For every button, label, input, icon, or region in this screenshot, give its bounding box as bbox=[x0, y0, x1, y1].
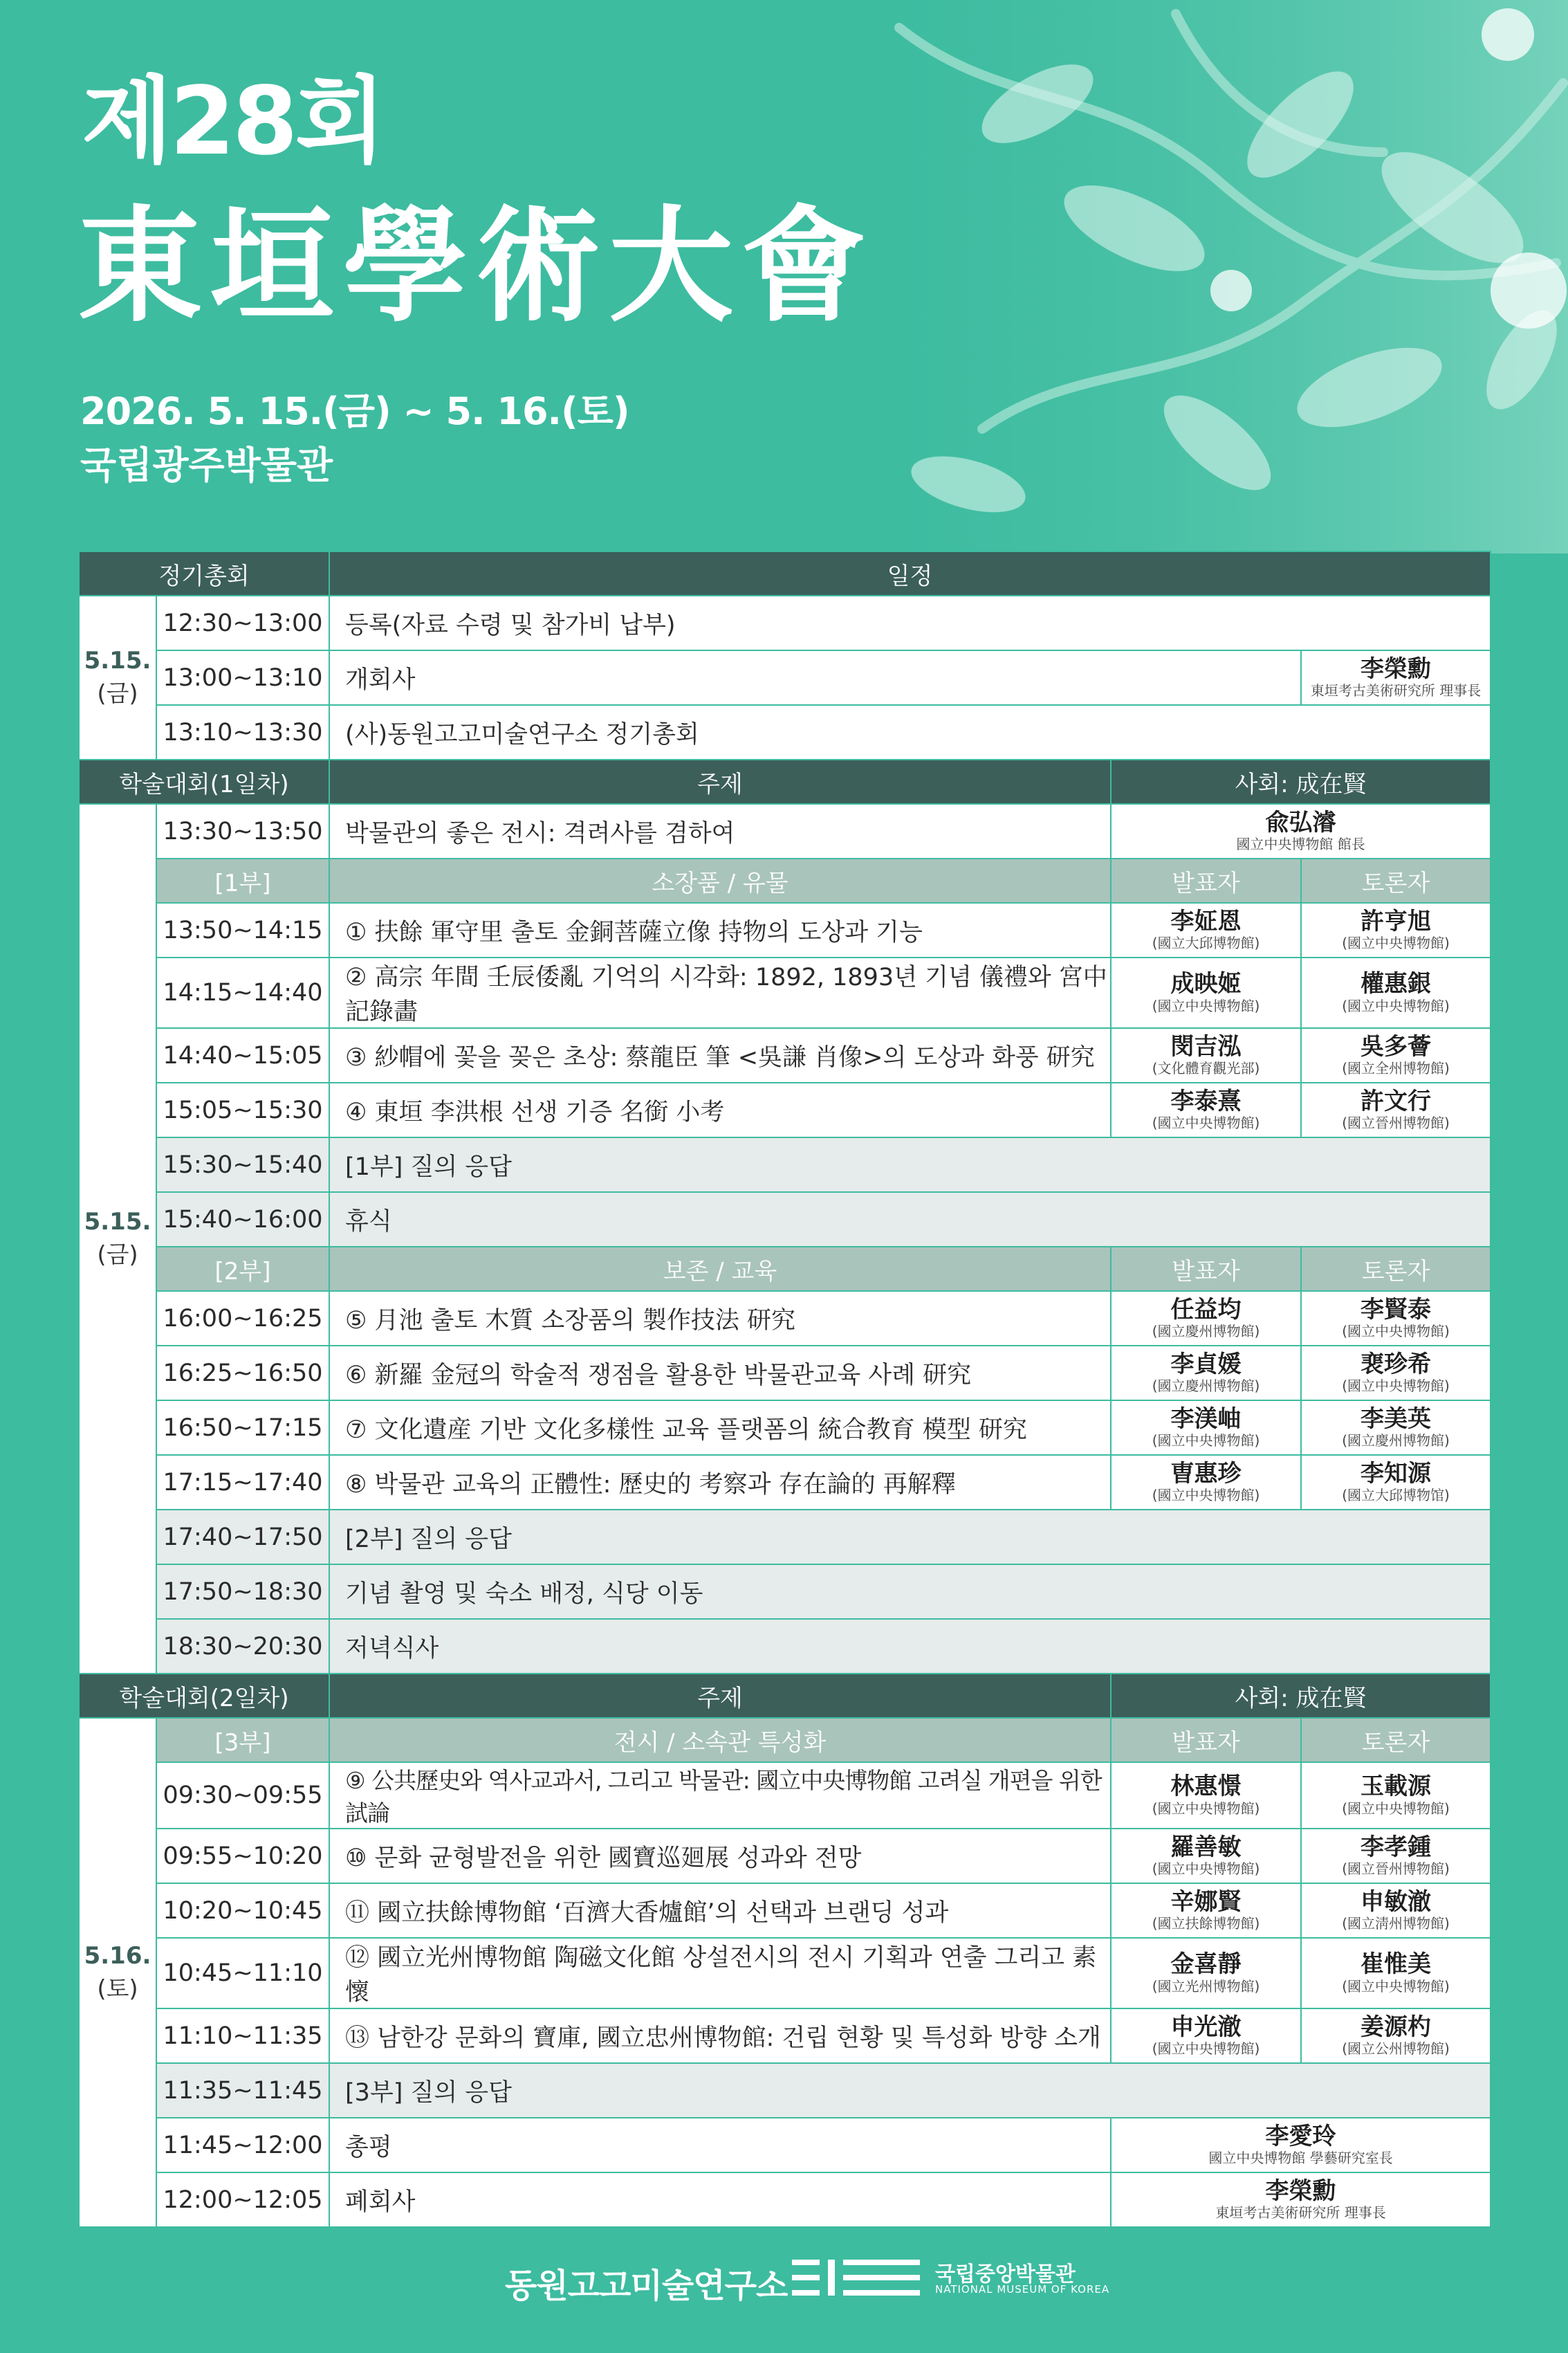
part-label: [2부] bbox=[156, 1247, 329, 1291]
topic-cell: ③ 紗帽에 꽃을 꽂은 초상: 蔡龍臣 筆 <吳謙 肖像>의 도상과 화풍 研究 bbox=[329, 1028, 1111, 1083]
discussant-cell: 吳多薈 (國立全州博物館) bbox=[1301, 1028, 1491, 1083]
part-label: [3부] bbox=[156, 1718, 329, 1762]
section-label: 학술대회(2일차) bbox=[79, 1674, 329, 1718]
part-label: [1부] bbox=[156, 859, 329, 903]
time-cell: 09:55~10:20 bbox=[156, 1829, 329, 1883]
time-cell: 11:35~11:45 bbox=[156, 2063, 329, 2118]
time-cell: 15:30~15:40 bbox=[156, 1137, 329, 1192]
table-row bbox=[79, 804, 1491, 859]
presenter-cell: 曺惠珍 (國立中央博物館) bbox=[1111, 1455, 1301, 1510]
presenter-cell: 李姃恩 (國立大邱博物館) bbox=[1111, 903, 1301, 958]
discussant-cell: 申敏澈 (國立淸州博物館) bbox=[1301, 1883, 1491, 1938]
topic-cell: 총평 bbox=[329, 2118, 1111, 2172]
discussant-cell: 許亨旭 (國立中央博物館) bbox=[1301, 903, 1491, 958]
topic-cell: ⑩ 문화 균형발전을 위한 國寶巡廻展 성과와 전망 bbox=[329, 1829, 1111, 1883]
topic-cell: 개회사 bbox=[329, 650, 1301, 705]
topic-cell: (사)동원고고미술연구소 정기총회 bbox=[329, 705, 1491, 760]
discussant-label: 토론자 bbox=[1301, 859, 1491, 903]
time-cell: 14:15~14:40 bbox=[156, 958, 329, 1028]
table-row bbox=[79, 1137, 1491, 1192]
topic-cell: ⑬ 남한강 문화의 寶庫, 國立忠州博物館: 건립 현황 및 특성화 방향 소개 bbox=[329, 2008, 1111, 2063]
day-cell: 5.15. (금) bbox=[79, 596, 156, 760]
part-theme: 전시 / 소속관 특성화 bbox=[329, 1718, 1111, 1762]
topic-cell: 박물관의 좋은 전시: 격려사를 겸하여 bbox=[329, 804, 1111, 859]
topic-label: 주제 bbox=[329, 760, 1111, 804]
event-title: 東垣學術大會 bbox=[77, 193, 875, 339]
table-row bbox=[79, 2008, 1491, 2063]
speaker-cell: 李愛玲 國立中央博物館 學藝研究室長 bbox=[1111, 2118, 1491, 2172]
presenter-cell: 閔吉泓 (文化體育觀光部) bbox=[1111, 1028, 1301, 1083]
time-cell: 12:00~12:05 bbox=[156, 2172, 329, 2227]
time-cell: 15:05~15:30 bbox=[156, 1083, 329, 1137]
topic-cell: ⑫ 國立光州博物館 陶磁文化館 상설전시의 전시 기획과 연출 그리고 素懷 bbox=[329, 1938, 1111, 2008]
topic-cell: 기념 촬영 및 숙소 배정, 식당 이동 bbox=[329, 1564, 1491, 1619]
discussant-cell: 崔惟美 (國立中央博物館) bbox=[1301, 1938, 1491, 2008]
table-row bbox=[79, 1564, 1491, 1619]
table-row bbox=[79, 1762, 1491, 1829]
discussant-label: 토론자 bbox=[1301, 1247, 1491, 1291]
topic-cell: [1부] 질의 응답 bbox=[329, 1137, 1491, 1192]
time-cell: 10:45~11:10 bbox=[156, 1938, 329, 2008]
table-row bbox=[79, 1083, 1491, 1137]
presenter-cell: 任益均 (國立慶州博物館) bbox=[1111, 1291, 1301, 1346]
discussant-cell: 李知源 (國立大邱博物馆) bbox=[1301, 1455, 1491, 1510]
time-cell: 14:40~15:05 bbox=[156, 1028, 329, 1083]
presenter-cell: 李渼岫 (國立中央博物館) bbox=[1111, 1400, 1301, 1455]
discussant-cell: 姜源杓 (國立公州博物館) bbox=[1301, 2008, 1491, 2063]
presenter-cell: 辛娜賢 (國立扶餘博物館) bbox=[1111, 1883, 1301, 1938]
day2-header bbox=[79, 1674, 1491, 1718]
speaker-cell: 兪弘濬 國立中央博物館 館長 bbox=[1111, 804, 1491, 859]
section-label: 정기총회 bbox=[79, 551, 329, 596]
discussant-cell: 許文行 (國立晉州博物館) bbox=[1301, 1083, 1491, 1137]
time-cell: 11:45~12:00 bbox=[156, 2118, 329, 2172]
table-row bbox=[79, 1883, 1491, 1938]
table-row bbox=[79, 1619, 1491, 1674]
event-venue: 국립광주박물관 bbox=[80, 443, 333, 487]
topic-cell: ⑧ 박물관 교육의 正體性: 歷史的 考察과 存在論的 再解釋 bbox=[329, 1455, 1111, 1510]
discussant-cell: 權惠銀 (國立中央博物館) bbox=[1301, 958, 1491, 1028]
schedule-label: 일정 bbox=[329, 551, 1491, 596]
table-row bbox=[79, 1455, 1491, 1510]
discussant-cell: 裵珍希 (國立中央博物館) bbox=[1301, 1346, 1491, 1400]
time-cell: 18:30~20:30 bbox=[156, 1619, 329, 1674]
time-cell: 13:30~13:50 bbox=[156, 804, 329, 859]
edition-number: 제28회 bbox=[82, 67, 384, 176]
time-cell: 13:50~14:15 bbox=[156, 903, 329, 958]
topic-cell: ⑪ 國立扶餘博物館 ‘百濟大香爐館’의 선택과 브랜딩 성과 bbox=[329, 1883, 1111, 1938]
time-cell: 12:30~13:00 bbox=[156, 596, 329, 650]
part3-header bbox=[79, 1718, 1491, 1762]
topic-cell: ⑥ 新羅 金冠의 학술적 쟁점을 활용한 박물관교육 사례 研究 bbox=[329, 1346, 1111, 1400]
table-row bbox=[79, 1028, 1491, 1083]
national-museum-logo-icon bbox=[792, 2257, 920, 2298]
topic-cell: ⑨ 公共歷史와 역사교과서, 그리고 박물관: 國立中央博物館 고려실 개편을 위한 試論 bbox=[329, 1762, 1111, 1829]
presenter-cell: 林惠憬 (國立中央博物館) bbox=[1111, 1762, 1301, 1829]
topic-cell: ② 高宗 年間 壬辰倭亂 기억의 시각화: 1892, 1893년 기념 儀禮와 宮中記錄畵 bbox=[329, 958, 1111, 1028]
table-row bbox=[79, 1400, 1491, 1455]
time-cell: 16:50~17:15 bbox=[156, 1400, 329, 1455]
time-cell: 16:00~16:25 bbox=[156, 1291, 329, 1346]
topic-cell: [3부] 질의 응답 bbox=[329, 2063, 1491, 2118]
time-cell: 13:00~13:10 bbox=[156, 650, 329, 705]
topic-cell: 휴식 bbox=[329, 1192, 1491, 1247]
presenter-cell: 申光澈 (國立中央博物館) bbox=[1111, 2008, 1301, 2063]
presenter-label: 발표자 bbox=[1111, 1718, 1301, 1762]
table-row bbox=[79, 1829, 1491, 1883]
day-cell: 5.15. (금) bbox=[79, 804, 156, 1674]
discussant-label: 토론자 bbox=[1301, 1718, 1491, 1762]
topic-cell: ⑦ 文化遺産 기반 文化多樣性 교육 플랫폼의 統合教育 模型 研究 bbox=[329, 1400, 1111, 1455]
dongwon-institute-logo: 동원고고미술연구소 bbox=[505, 2267, 788, 2305]
table-row bbox=[79, 958, 1491, 1028]
part2-header bbox=[79, 1247, 1491, 1291]
topic-cell: 등록(자료 수령 및 참가비 납부) bbox=[329, 596, 1491, 650]
table-row bbox=[79, 1510, 1491, 1564]
day-cell: 5.16. (토) bbox=[79, 1718, 156, 2227]
moderator-label: 사회: 成在賢 bbox=[1111, 1674, 1491, 1718]
table-row bbox=[79, 1346, 1491, 1400]
speaker-cell: 李榮勳 東垣考古美術研究所 理事長 bbox=[1111, 2172, 1491, 2227]
table-row bbox=[79, 2063, 1491, 2118]
time-cell: 17:40~17:50 bbox=[156, 1510, 329, 1564]
part-theme: 보존 / 교육 bbox=[329, 1247, 1111, 1291]
time-cell: 13:10~13:30 bbox=[156, 705, 329, 760]
table-row bbox=[79, 2118, 1491, 2172]
general-meeting-header bbox=[79, 551, 1491, 596]
topic-cell: [2부] 질의 응답 bbox=[329, 1510, 1491, 1564]
time-cell: 11:10~11:35 bbox=[156, 2008, 329, 2063]
table-row bbox=[79, 650, 1491, 705]
presenter-cell: 羅善敏 (國立中央博物館) bbox=[1111, 1829, 1301, 1883]
presenter-label: 발표자 bbox=[1111, 1247, 1301, 1291]
time-cell: 16:25~16:50 bbox=[156, 1346, 329, 1400]
presenter-cell: 成映姬 (國立中央博物館) bbox=[1111, 958, 1301, 1028]
schedule-table bbox=[78, 551, 1491, 2228]
time-cell: 15:40~16:00 bbox=[156, 1192, 329, 1247]
national-museum-name-en: NATIONAL MUSEUM OF KOREA bbox=[935, 2283, 1110, 2296]
topic-label: 주제 bbox=[329, 1674, 1111, 1718]
discussant-cell: 李美英 (國立慶州博物館) bbox=[1301, 1400, 1491, 1455]
presenter-cell: 李泰熹 (國立中央博物館) bbox=[1111, 1083, 1301, 1137]
time-cell: 17:15~17:40 bbox=[156, 1455, 329, 1510]
day1-header bbox=[79, 760, 1491, 804]
national-museum-name: 국립중앙박물관 bbox=[935, 2262, 1076, 2287]
topic-cell: ⑤ 月池 출토 木質 소장품의 製作技法 研究 bbox=[329, 1291, 1111, 1346]
time-cell: 10:20~10:45 bbox=[156, 1883, 329, 1938]
time-cell: 17:50~18:30 bbox=[156, 1564, 329, 1619]
table-row bbox=[79, 1938, 1491, 2008]
discussant-cell: 玉載源 (國立中央博物館) bbox=[1301, 1762, 1491, 1829]
table-row bbox=[79, 1192, 1491, 1247]
section-label: 학술대회(1일차) bbox=[79, 760, 329, 804]
table-row bbox=[79, 2172, 1491, 2227]
table-row bbox=[79, 596, 1491, 650]
table-row bbox=[79, 1291, 1491, 1346]
topic-cell: 저녁식사 bbox=[329, 1619, 1491, 1674]
discussant-cell: 李孝鍾 (國立晉州博物館) bbox=[1301, 1829, 1491, 1883]
table-row bbox=[79, 903, 1491, 958]
topic-cell: 폐회사 bbox=[329, 2172, 1111, 2227]
topic-cell: ④ 東垣 李洪根 선생 기증 名銜 小考 bbox=[329, 1083, 1111, 1137]
event-date: 2026. 5. 15.(금) ~ 5. 16.(토) bbox=[80, 390, 629, 433]
discussant-cell: 李賢泰 (國立中央博物館) bbox=[1301, 1291, 1491, 1346]
moderator-label: 사회: 成在賢 bbox=[1111, 760, 1491, 804]
part1-header bbox=[79, 859, 1491, 903]
topic-cell: ① 扶餘 軍守里 출토 金銅菩薩立像 持物의 도상과 기능 bbox=[329, 903, 1111, 958]
time-cell: 09:30~09:55 bbox=[156, 1762, 329, 1829]
table-row bbox=[79, 705, 1491, 760]
presenter-label: 발표자 bbox=[1111, 859, 1301, 903]
presenter-cell: 李貞媛 (國立慶州博物館) bbox=[1111, 1346, 1301, 1400]
part-theme: 소장품 / 유물 bbox=[329, 859, 1111, 903]
presenter-cell: 金喜靜 (國立光州博物館) bbox=[1111, 1938, 1301, 2008]
speaker-cell: 李榮勳 東垣考古美術研究所 理事長 bbox=[1301, 650, 1491, 705]
